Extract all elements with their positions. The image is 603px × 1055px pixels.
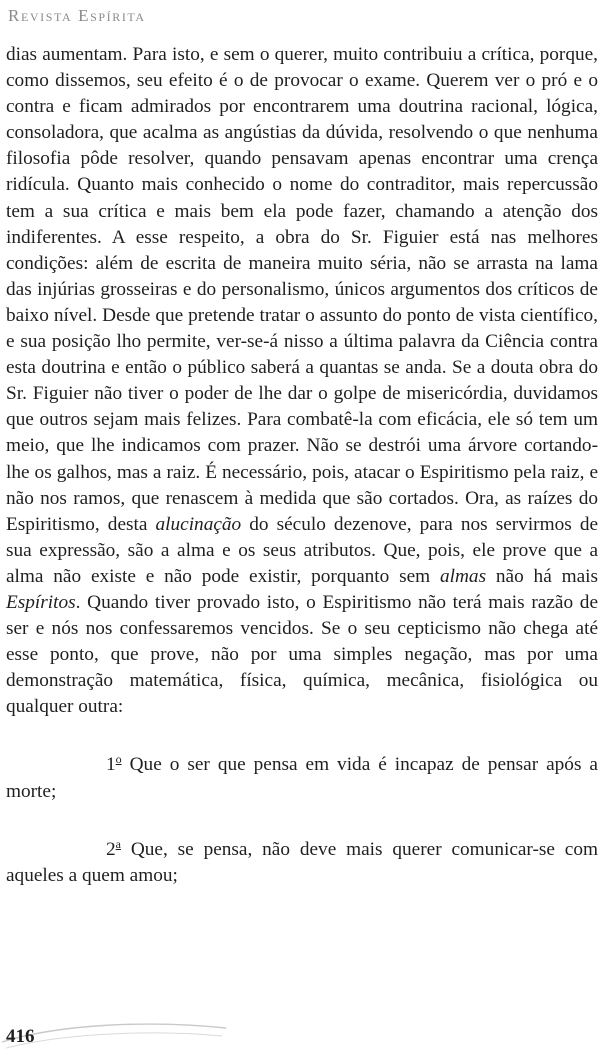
decorative-swoosh bbox=[0, 1018, 230, 1055]
text-run: . Quando tiver provado isto, o Espiritismo não terá mais razão de ser e nós nos confessaremos vencidos. Se o seu cepticismo não chega até esse ponto, que prove, não por uma simples negação, mas por uma demonstração matemática, física, química, mecânica, fisiológica ou qualquer outra: bbox=[6, 591, 598, 718]
list-item-2 bbox=[6, 831, 598, 889]
item-number: 1 bbox=[106, 754, 116, 776]
emphasis-alucinacao: alucinação bbox=[155, 513, 242, 535]
body-text bbox=[6, 42, 598, 889]
list-item-1 bbox=[6, 746, 598, 804]
text-run: não há mais bbox=[495, 565, 598, 587]
paragraph bbox=[6, 42, 598, 720]
emphasis-espiritos: Espíritos bbox=[6, 591, 76, 613]
ordinal-marker: a bbox=[115, 836, 121, 851]
text-run: dias aumentam. Para isto, e sem o querer, muito contribuiu a crítica, porque, como dissemos, seu efeito é o de provocar o exame. Querem ver o pró e o contra e ficam admirados por encontrarem uma doutrina racional, lógica, consoladora, que acalma as angústias da dúvida, resolvendo o que nenhuma filosofia pôde resolver, quando pensavam apenas encontrar uma crença ridícula. Quanto mais conhecido o nome do contraditor, mais repercussão tem a sua crítica e mais bem ela pode fazer, chamando a atenção dos indiferentes. A esse respeito, a obra do Sr. Figuier está nas melhores condições: além de escrita de maneira muito séria, não se arrasta na lama das injúrias grosseiras e do personalismo, únicos argumentos dos críticos de baixo nível. Desde que pretende tratar o assunto do ponto de vista científico, e sua posição lho permite, ver-se-á nisso a última palavra da Ciência contra esta doutrina e então o público saberá a quantas se anda. Se a douta obra do Sr. Figuier não tiver o poder de lhe dar o golpe de misericórdia, duvidamos que outros sejam mais felizes. Para combatê-la com eficácia, ele só tem um meio, que lhe indicamos com prazer. Não se destrói uma árvore cortando-lhe os galhos, mas a raiz. É necessário, pois, atacar o Espiritismo pela raiz, e não nos ramos, que renascem à medida que são cortados. Ora, as raízes do Espiritismo, desta bbox=[6, 44, 598, 535]
running-head: Revista Espírita bbox=[8, 6, 146, 25]
item-text: Que, se pensa, não deve mais querer comunicar-se com aqueles a quem amou; bbox=[6, 838, 599, 886]
text-run: do século dezenove, para nos servirmos de sua expressão, são a alma e os seus atributos. Que, pois, ele prove que a alma não existe e não pode existir, porquanto sem bbox=[6, 513, 599, 587]
emphasis-almas: almas bbox=[440, 565, 487, 587]
item-number: 2 bbox=[106, 838, 116, 860]
page-number: 416 bbox=[6, 1026, 35, 1047]
item-text: Que o ser que pensa em vida é incapaz de pensar após a morte; bbox=[6, 754, 598, 802]
ordinal-marker: o bbox=[115, 752, 122, 767]
